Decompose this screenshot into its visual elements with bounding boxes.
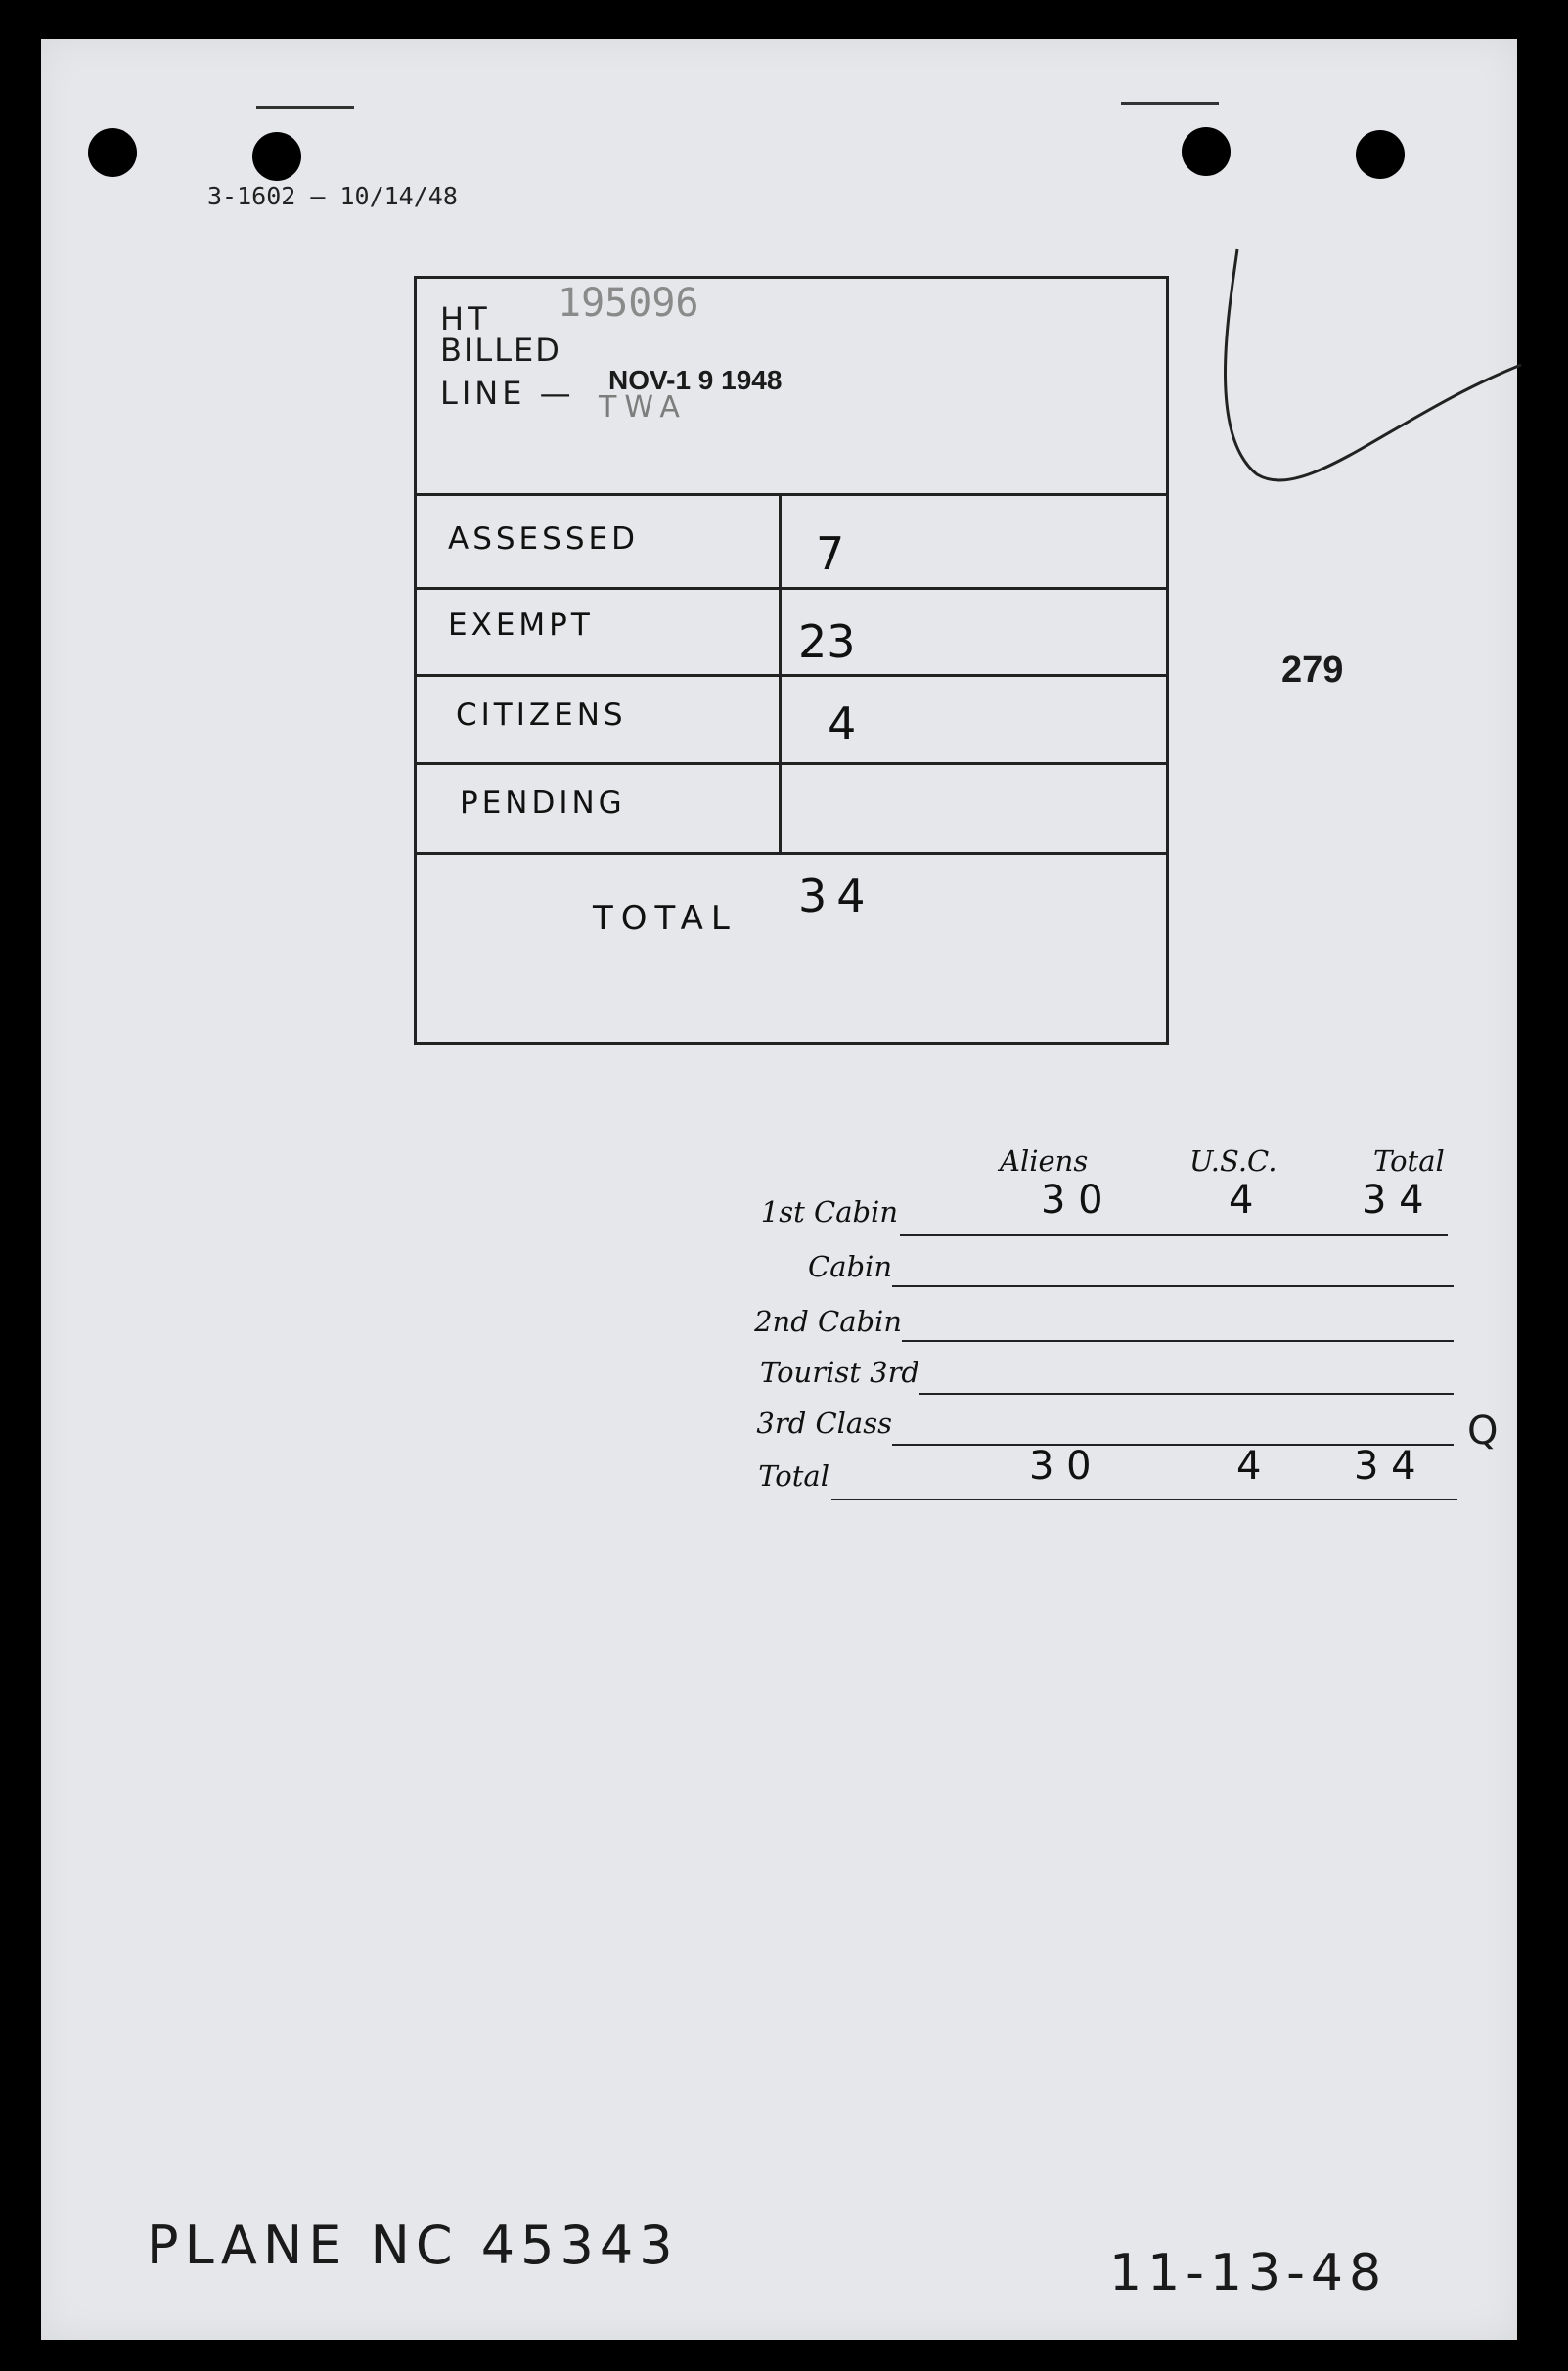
exempt-label: EXEMPT <box>448 607 594 643</box>
cell-1st-cabin-total: 3 4 <box>1362 1178 1424 1223</box>
column-divider <box>779 493 782 852</box>
row-line-2nd-cabin <box>902 1340 1454 1342</box>
assessed-value: 7 <box>816 527 845 580</box>
side-mark: Q <box>1467 1409 1499 1454</box>
total-label: TOTAL <box>593 899 738 938</box>
punch-hole-4 <box>1356 130 1405 179</box>
top-mark-right <box>1121 102 1219 105</box>
row-label-1st-cabin: 1st Cabin <box>760 1195 898 1229</box>
row-divider-3 <box>417 762 1166 765</box>
row-label-3rd-class: 3rd Class <box>756 1407 892 1440</box>
punch-hole-3 <box>1182 127 1231 176</box>
column-header-usc: U.S.C. <box>1189 1144 1277 1178</box>
punch-hole-2 <box>252 132 301 181</box>
ht-number-stamp: 195096 <box>558 281 699 326</box>
cell-total-aliens: 3 0 <box>1029 1444 1092 1489</box>
document-reference: 3-1602 — 10/14/48 <box>207 182 458 210</box>
ht-label: HT <box>440 300 491 337</box>
row-label-2nd-cabin: 2nd Cabin <box>754 1305 902 1338</box>
header-divider <box>417 493 1166 496</box>
row-divider-4 <box>417 852 1166 855</box>
row-label-tourist-3rd: Tourist 3rd <box>760 1356 919 1389</box>
pending-label: PENDING <box>460 785 626 821</box>
row-divider-2 <box>417 674 1166 677</box>
form-box <box>414 276 1169 1045</box>
assessed-label: ASSESSED <box>448 521 639 557</box>
exempt-value: 23 <box>798 615 856 668</box>
cell-total-usc: 4 <box>1236 1444 1262 1489</box>
line-label: LINE — <box>440 375 575 412</box>
row-line-tourist-3rd <box>919 1393 1454 1395</box>
cell-1st-cabin-usc: 4 <box>1229 1178 1254 1223</box>
row-divider-1 <box>417 587 1166 590</box>
billed-date-stamp: NOV-1 9 1948 <box>608 365 783 395</box>
top-mark-left <box>256 106 354 109</box>
cell-total-total: 3 4 <box>1354 1444 1416 1489</box>
billed-label: BILLED <box>440 332 561 369</box>
citizens-label: CITIZENS <box>456 697 627 733</box>
total-value: 34 <box>798 870 875 922</box>
cell-1st-cabin-aliens: 3 0 <box>1041 1178 1103 1223</box>
row-label-total: Total <box>758 1459 829 1493</box>
citizens-value: 4 <box>828 697 857 750</box>
row-line-cabin <box>892 1285 1454 1287</box>
column-header-aliens: Aliens <box>1000 1144 1089 1178</box>
plane-number: PLANE NC 45343 <box>147 2214 679 2276</box>
check-mark-curve <box>1198 240 1531 494</box>
handwritten-date: 11-13-48 <box>1109 2244 1388 2303</box>
row-label-cabin: Cabin <box>808 1250 892 1283</box>
row-line-total <box>831 1499 1457 1500</box>
line-value: TWA <box>599 390 688 425</box>
column-header-total: Total <box>1373 1144 1445 1178</box>
punch-hole-1 <box>88 128 137 177</box>
side-number: 279 <box>1281 649 1344 691</box>
row-line-1st-cabin <box>900 1234 1448 1236</box>
